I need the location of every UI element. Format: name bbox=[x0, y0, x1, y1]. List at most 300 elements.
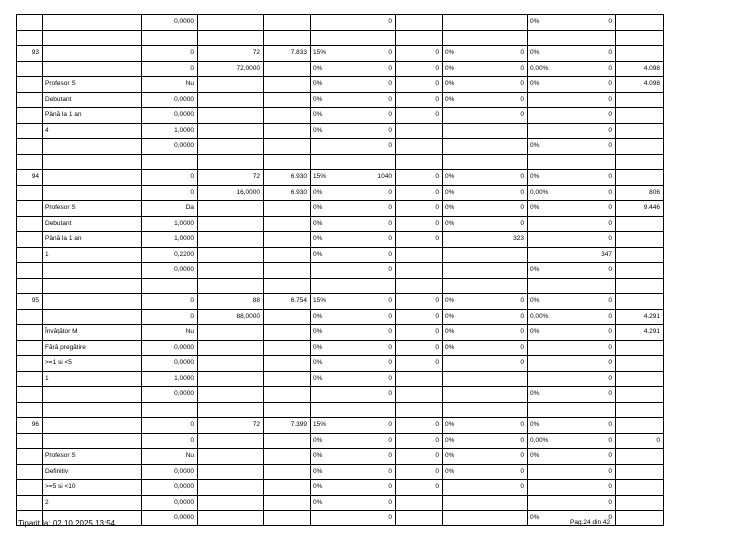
table-cell: 0% bbox=[530, 18, 540, 25]
table-cell: 0 bbox=[608, 312, 612, 320]
column-divider bbox=[197, 263, 198, 278]
table-cell: 0% bbox=[530, 328, 540, 335]
column-divider bbox=[310, 480, 311, 495]
column-divider bbox=[395, 31, 396, 46]
column-divider bbox=[663, 248, 664, 263]
column-divider bbox=[16, 403, 17, 418]
column-divider bbox=[141, 511, 142, 525]
table-cell: Profesor S bbox=[45, 80, 76, 87]
table-cell bbox=[19, 62, 39, 77]
table-cell: 0% bbox=[445, 95, 455, 103]
table-cell: 0 bbox=[608, 390, 612, 397]
table-row bbox=[16, 495, 664, 511]
table-cell: 0 bbox=[388, 142, 392, 149]
column-divider bbox=[527, 480, 528, 495]
table-cell: 2 bbox=[45, 498, 49, 506]
table-cell: 0 bbox=[388, 436, 392, 444]
table-cell: 15% bbox=[313, 421, 327, 428]
table-cell: 0 bbox=[608, 467, 612, 475]
column-divider bbox=[615, 279, 616, 294]
table-cell: 0% bbox=[313, 219, 323, 227]
table-cell: 0% bbox=[530, 49, 540, 56]
table-cell: 0 bbox=[435, 95, 439, 103]
column-divider bbox=[16, 496, 17, 511]
column-divider bbox=[310, 31, 311, 46]
table-cell: 0 bbox=[388, 514, 392, 521]
table-cell: 0% bbox=[313, 436, 323, 444]
column-divider bbox=[527, 465, 528, 480]
column-divider bbox=[615, 263, 616, 278]
table-cell: 0% bbox=[313, 204, 323, 211]
column-divider bbox=[263, 46, 264, 61]
table-row-separator bbox=[16, 154, 664, 170]
table-cell bbox=[266, 387, 307, 402]
column-divider bbox=[310, 496, 311, 511]
column-divider bbox=[442, 108, 443, 123]
column-divider bbox=[395, 341, 396, 356]
table-cell: 0 bbox=[608, 297, 612, 304]
column-divider bbox=[16, 46, 17, 61]
table-cell: 0 bbox=[520, 297, 524, 304]
table-cell bbox=[200, 77, 260, 92]
table-cell bbox=[19, 403, 39, 418]
table-cell bbox=[266, 449, 307, 464]
table-cell: 0 bbox=[608, 219, 612, 227]
table-cell: 347 bbox=[601, 250, 612, 258]
table-cell: 0 bbox=[388, 328, 392, 335]
table-cell: 0% bbox=[313, 111, 323, 118]
column-divider bbox=[263, 279, 264, 294]
table-cell: 0 bbox=[388, 483, 392, 490]
table-cell: 0 bbox=[608, 95, 612, 103]
column-divider bbox=[263, 263, 264, 278]
table-cell bbox=[445, 511, 524, 525]
column-divider bbox=[395, 93, 396, 108]
column-divider bbox=[395, 263, 396, 278]
column-divider bbox=[527, 77, 528, 92]
table-cell: 0 bbox=[520, 173, 524, 180]
table-cell: 0,0000 bbox=[174, 18, 194, 25]
table-cell: 0,0000 bbox=[174, 467, 194, 475]
column-divider bbox=[663, 93, 664, 108]
table-cell bbox=[200, 496, 260, 511]
column-divider bbox=[442, 248, 443, 263]
table-cell bbox=[200, 387, 260, 402]
table-cell: 0% bbox=[530, 514, 540, 521]
table-cell: 0 bbox=[435, 312, 439, 320]
column-divider bbox=[141, 139, 142, 154]
table-cell bbox=[618, 465, 660, 480]
table-cell bbox=[445, 279, 524, 294]
column-divider bbox=[42, 449, 43, 464]
column-divider bbox=[263, 15, 264, 30]
table-cell: 0 bbox=[608, 142, 612, 149]
table-cell bbox=[618, 124, 660, 139]
table-cell bbox=[200, 248, 260, 263]
column-divider bbox=[141, 248, 142, 263]
table-cell bbox=[200, 93, 260, 108]
column-divider bbox=[527, 511, 528, 525]
table-cell bbox=[200, 31, 260, 46]
table-row bbox=[16, 417, 664, 433]
column-divider bbox=[310, 434, 311, 449]
column-divider bbox=[442, 279, 443, 294]
column-divider bbox=[615, 480, 616, 495]
column-divider bbox=[16, 418, 17, 433]
table-cell: 72,0000 bbox=[236, 64, 260, 72]
column-divider bbox=[395, 139, 396, 154]
column-divider bbox=[16, 170, 17, 185]
table-cell bbox=[45, 62, 138, 77]
table-cell: 0% bbox=[313, 452, 323, 459]
table-cell bbox=[266, 62, 307, 77]
table-cell: Nu bbox=[185, 328, 194, 335]
table-cell: 806 bbox=[649, 188, 660, 196]
table-row bbox=[16, 371, 664, 387]
column-divider bbox=[663, 62, 664, 77]
column-divider bbox=[527, 217, 528, 232]
column-divider bbox=[42, 480, 43, 495]
column-divider bbox=[527, 93, 528, 108]
table-row bbox=[16, 309, 664, 325]
column-divider bbox=[197, 294, 198, 309]
column-divider bbox=[442, 263, 443, 278]
table-cell bbox=[530, 31, 612, 46]
table-cell bbox=[618, 248, 660, 263]
column-divider bbox=[442, 217, 443, 232]
table-cell: 0 bbox=[608, 126, 612, 134]
table-cell: 6.930 bbox=[290, 188, 307, 196]
column-divider bbox=[263, 372, 264, 387]
table-cell: 0 bbox=[608, 343, 612, 351]
table-cell: Definitiv bbox=[45, 467, 69, 475]
column-divider bbox=[310, 217, 311, 232]
column-divider bbox=[310, 341, 311, 356]
column-divider bbox=[663, 77, 664, 92]
column-divider bbox=[16, 263, 17, 278]
table-cell: 0 bbox=[435, 219, 439, 227]
table-cell bbox=[200, 201, 260, 216]
column-divider bbox=[141, 418, 142, 433]
column-divider bbox=[141, 387, 142, 402]
column-divider bbox=[263, 511, 264, 525]
column-divider bbox=[197, 46, 198, 61]
table-cell: 0 bbox=[190, 421, 194, 428]
table-cell: 0 bbox=[608, 266, 612, 273]
table-cell bbox=[144, 279, 194, 294]
table-cell: 0% bbox=[445, 297, 455, 304]
table-cell: 0% bbox=[530, 142, 540, 149]
column-divider bbox=[263, 93, 264, 108]
table-cell bbox=[266, 434, 307, 449]
column-divider bbox=[310, 511, 311, 525]
column-divider bbox=[395, 108, 396, 123]
column-divider bbox=[141, 170, 142, 185]
table-cell bbox=[266, 480, 307, 495]
table-cell: 0% bbox=[530, 266, 540, 273]
column-divider bbox=[663, 108, 664, 123]
column-divider bbox=[442, 372, 443, 387]
column-divider bbox=[16, 325, 17, 340]
table-cell bbox=[19, 434, 39, 449]
table-cell bbox=[200, 232, 260, 247]
table-row bbox=[16, 169, 664, 185]
table-cell bbox=[45, 15, 138, 30]
column-divider bbox=[395, 465, 396, 480]
table-cell bbox=[19, 232, 39, 247]
table-cell: 0 bbox=[608, 111, 612, 118]
column-divider bbox=[263, 449, 264, 464]
column-divider bbox=[442, 356, 443, 371]
column-divider bbox=[263, 418, 264, 433]
table-cell bbox=[618, 93, 660, 108]
table-row bbox=[16, 355, 664, 371]
table-cell bbox=[618, 480, 660, 495]
table-cell: 0 bbox=[608, 421, 612, 428]
table-cell bbox=[19, 279, 39, 294]
column-divider bbox=[141, 93, 142, 108]
column-divider bbox=[42, 186, 43, 201]
table-cell: 0% bbox=[313, 359, 323, 366]
column-divider bbox=[42, 77, 43, 92]
column-divider bbox=[197, 480, 198, 495]
column-divider bbox=[310, 155, 311, 170]
table-cell bbox=[200, 511, 260, 525]
column-divider bbox=[663, 139, 664, 154]
table-cell: 0 bbox=[388, 452, 392, 459]
column-divider bbox=[42, 232, 43, 247]
column-divider bbox=[395, 217, 396, 232]
column-divider bbox=[663, 496, 664, 511]
table-cell: 0 bbox=[435, 204, 439, 211]
column-divider bbox=[395, 15, 396, 30]
column-divider bbox=[527, 372, 528, 387]
table-cell: 4.098 bbox=[643, 64, 660, 72]
column-divider bbox=[141, 77, 142, 92]
table-cell bbox=[313, 279, 392, 294]
column-divider bbox=[395, 155, 396, 170]
column-divider bbox=[141, 108, 142, 123]
table-cell bbox=[445, 372, 524, 387]
column-divider bbox=[263, 108, 264, 123]
column-divider bbox=[615, 15, 616, 30]
column-divider bbox=[663, 325, 664, 340]
table-cell: Da bbox=[185, 204, 194, 211]
column-divider bbox=[395, 387, 396, 402]
column-divider bbox=[197, 511, 198, 525]
table-cell bbox=[266, 15, 307, 30]
table-cell: 0% bbox=[530, 390, 540, 397]
table-cell bbox=[445, 15, 524, 30]
column-divider bbox=[663, 155, 664, 170]
table-cell: 0 bbox=[388, 80, 392, 87]
table-cell: >=1 si <5 bbox=[45, 359, 72, 366]
column-divider bbox=[615, 201, 616, 216]
table-cell: 0 bbox=[608, 514, 612, 521]
column-divider bbox=[527, 496, 528, 511]
table-cell bbox=[19, 77, 39, 92]
column-divider bbox=[442, 434, 443, 449]
table-cell: 0 bbox=[520, 452, 524, 459]
column-divider bbox=[663, 341, 664, 356]
column-divider bbox=[615, 325, 616, 340]
column-divider bbox=[395, 434, 396, 449]
column-divider bbox=[663, 387, 664, 402]
column-divider bbox=[197, 31, 198, 46]
table-cell: Profesor S bbox=[45, 204, 76, 211]
table-cell: 9.446 bbox=[643, 204, 660, 211]
table-cell bbox=[445, 403, 524, 418]
table-cell: 0% bbox=[313, 80, 323, 87]
table-cell: 0 bbox=[520, 64, 524, 72]
table-cell: 6.754 bbox=[290, 297, 307, 304]
table-cell: 15% bbox=[313, 297, 327, 304]
column-divider bbox=[42, 356, 43, 371]
table-cell bbox=[266, 232, 307, 247]
table-cell: Nu bbox=[185, 452, 194, 459]
table-cell: 4 bbox=[45, 126, 49, 134]
table-cell bbox=[618, 294, 660, 309]
column-divider bbox=[395, 186, 396, 201]
table-cell bbox=[266, 93, 307, 108]
table-cell bbox=[266, 310, 307, 325]
column-divider bbox=[663, 480, 664, 495]
column-divider bbox=[263, 155, 264, 170]
column-divider bbox=[395, 356, 396, 371]
column-divider bbox=[141, 465, 142, 480]
column-divider bbox=[527, 186, 528, 201]
column-divider bbox=[16, 139, 17, 154]
column-divider bbox=[615, 356, 616, 371]
column-divider bbox=[263, 294, 264, 309]
column-divider bbox=[527, 232, 528, 247]
table-cell bbox=[618, 263, 660, 278]
table-cell: 0,00% bbox=[530, 312, 549, 320]
column-divider bbox=[263, 139, 264, 154]
table-cell: 72 bbox=[252, 421, 260, 428]
table-cell: 0 bbox=[435, 452, 439, 459]
column-divider bbox=[310, 310, 311, 325]
table-cell: 0 bbox=[520, 219, 524, 227]
column-divider bbox=[310, 201, 311, 216]
table-cell: 0% bbox=[445, 436, 455, 444]
table-cell: 0 bbox=[435, 49, 439, 56]
table-cell: 1,0000 bbox=[174, 374, 194, 382]
table-cell: 0 bbox=[388, 64, 392, 72]
table-cell bbox=[398, 279, 439, 294]
table-cell: 0% bbox=[313, 235, 323, 242]
table-cell: 0% bbox=[313, 126, 323, 134]
column-divider bbox=[42, 124, 43, 139]
table-cell bbox=[313, 31, 392, 46]
column-divider bbox=[141, 480, 142, 495]
table-cell: 0% bbox=[445, 49, 455, 56]
table-cell bbox=[530, 403, 612, 418]
table-cell: 88 bbox=[252, 297, 260, 304]
table-cell: 0 bbox=[190, 173, 194, 180]
table-cell bbox=[313, 403, 392, 418]
column-divider bbox=[16, 248, 17, 263]
table-cell: 4.291 bbox=[643, 328, 660, 335]
column-divider bbox=[442, 155, 443, 170]
column-divider bbox=[442, 170, 443, 185]
table-cell: 0% bbox=[445, 421, 455, 428]
table-cell: Până la 1 an bbox=[45, 111, 82, 118]
column-divider bbox=[663, 511, 664, 525]
column-divider bbox=[663, 279, 664, 294]
table-cell: 0 bbox=[520, 421, 524, 428]
table-cell bbox=[19, 480, 39, 495]
table-row bbox=[16, 448, 664, 464]
column-divider bbox=[263, 310, 264, 325]
column-divider bbox=[310, 418, 311, 433]
column-divider bbox=[16, 511, 17, 525]
table-cell: 4.098 bbox=[643, 80, 660, 87]
column-divider bbox=[16, 465, 17, 480]
table-row bbox=[16, 464, 664, 480]
column-divider bbox=[395, 310, 396, 325]
table-cell: 0 bbox=[388, 467, 392, 475]
column-divider bbox=[263, 186, 264, 201]
table-cell bbox=[200, 480, 260, 495]
column-divider bbox=[42, 139, 43, 154]
column-divider bbox=[310, 77, 311, 92]
table-cell: 6.930 bbox=[290, 173, 307, 180]
column-divider bbox=[395, 449, 396, 464]
table-cell: 7.399 bbox=[290, 421, 307, 428]
column-divider bbox=[663, 434, 664, 449]
table-cell bbox=[266, 465, 307, 480]
column-divider bbox=[263, 77, 264, 92]
column-divider bbox=[141, 496, 142, 511]
table-cell bbox=[266, 139, 307, 154]
table-cell bbox=[618, 46, 660, 61]
table-cell bbox=[45, 279, 138, 294]
table-cell: 323 bbox=[513, 235, 524, 242]
column-divider bbox=[263, 465, 264, 480]
table-cell bbox=[45, 31, 138, 46]
table-cell bbox=[19, 310, 39, 325]
column-divider bbox=[395, 62, 396, 77]
table-cell bbox=[266, 108, 307, 123]
column-divider bbox=[395, 201, 396, 216]
column-divider bbox=[197, 124, 198, 139]
table-cell: 0 bbox=[388, 235, 392, 242]
column-divider bbox=[527, 248, 528, 263]
table-cell: 0% bbox=[313, 374, 323, 382]
table-cell bbox=[45, 310, 138, 325]
column-divider bbox=[16, 449, 17, 464]
column-divider bbox=[197, 279, 198, 294]
column-divider bbox=[42, 434, 43, 449]
column-divider bbox=[141, 201, 142, 216]
column-divider bbox=[615, 217, 616, 232]
table-row bbox=[16, 324, 664, 340]
column-divider bbox=[663, 294, 664, 309]
table-cell bbox=[45, 170, 138, 185]
table-cell: 0 bbox=[435, 328, 439, 335]
column-divider bbox=[263, 232, 264, 247]
column-divider bbox=[615, 372, 616, 387]
table-cell bbox=[200, 403, 260, 418]
table-cell: >=5 si <10 bbox=[45, 483, 76, 490]
table-cell bbox=[144, 403, 194, 418]
column-divider bbox=[615, 155, 616, 170]
column-divider bbox=[197, 372, 198, 387]
column-divider bbox=[615, 232, 616, 247]
table-cell bbox=[200, 341, 260, 356]
table-row bbox=[16, 14, 664, 30]
